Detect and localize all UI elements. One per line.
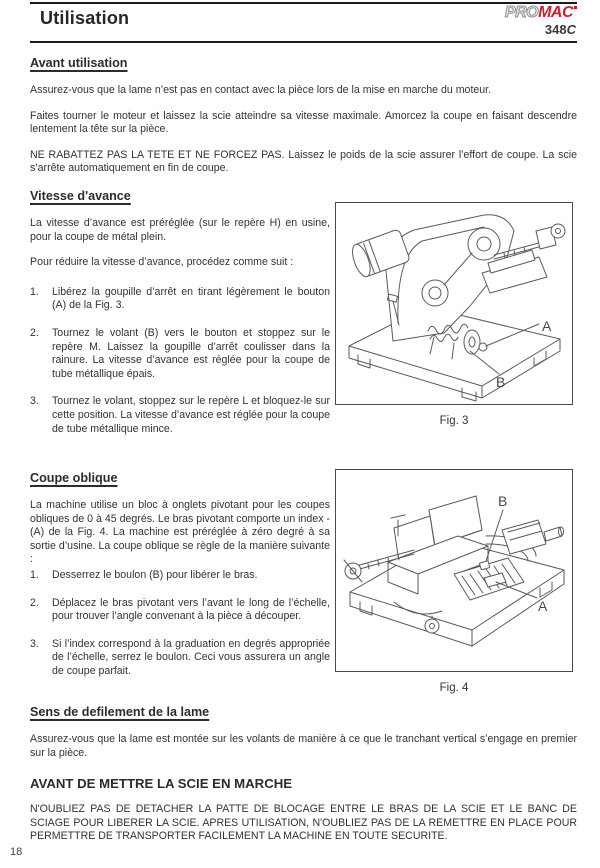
paragraph: Assurez-vous que la lame est montée sur les volants de manière à ce que le tranchant vertical s’engage en premier sur la pièce. [30,733,577,759]
list-item [30,569,330,583]
list-number: 2. [30,596,39,609]
paragraph: NE RABATTEZ PAS LA TETE ET NE FORCEZ PAS. Laissez le poids de la scie assurer l’effort de coupe. La scie s’arrête automatiquement en fin de coupe. [30,148,577,175]
heading-vitesse-avance: Vitesse d'avance [30,189,131,203]
list-item [30,327,330,381]
figure-4-caption: Fig. 4 [439,682,469,694]
model-number: 348C [544,22,576,37]
list-text: Libérez la goupille d’arrêt en tirant légèrement le bouton (A) de la Fig. 3. [52,285,330,312]
paragraph: La vitesse d’avance est préréglée (sur le repère H) en usine, pour la coupe de métal plein. [30,217,330,243]
list-number: 1. [30,568,39,581]
section-coupe-oblique [30,471,330,693]
figure-3-frame [335,202,573,405]
list-number: 1. [30,285,39,298]
list-number: 2. [30,326,39,339]
list-item [30,286,330,313]
list-text: Déplacez le bras pivotant vers l’avant le long de l’échelle, pour trouver l’angle convenant à la pièce à découper. [52,596,330,623]
section-bottom [30,705,577,856]
section-avant-utilisation [30,56,577,188]
header-rule [30,41,577,43]
fig3-label-b: B [496,374,506,390]
logo-pro-text: PRO [504,4,539,21]
figure-4 [335,469,573,694]
page-title: Utilisation [40,8,130,28]
fig4-label-b: B [498,493,508,509]
list-item [30,638,330,679]
heading-sens-defilement: Sens de defilement de la lame [30,705,210,719]
figure-3 [335,202,573,427]
page-number: 18 [10,846,23,858]
paragraph: Faites tourner le moteur et laissez la scie atteindre sa vitesse maximale. Amorcez la coupe en faisant descendre lentement la tête sur la pièce. [30,109,577,136]
list-item [30,597,330,624]
figure-4-frame [335,469,573,672]
top-rule [30,2,577,4]
list-item [30,395,330,436]
list-text: Tournez le volant, stoppez sur le repère L et bloquez-le sur cette position. La vitesse d’avance est réglée pour la coupe de tube métallique mince. [52,395,330,435]
fig3-label-a: A [542,318,552,334]
saw-feed-knob-illustration [336,203,570,402]
figure-3-caption: Fig. 3 [439,415,469,427]
paragraph: Pour réduire la vitesse d’avance, procédez comme suit : [30,256,294,269]
list-text: Desserrez le boulon (B) pour libérer le bras. [52,568,258,581]
list-text: Tournez le volant (B) vers le bouton et stoppez sur le repère M. Laissez la goupille d’arrêt coulisser dans la rainure. La vitesse d’avance est réglée pour la coupe de tube métallique épais. [52,326,330,380]
logo-wordmark [505,5,577,21]
heading-coupe-oblique: Coupe oblique [30,471,118,485]
heading-avant-utilisation: Avant utilisation [30,56,128,70]
logo-trademark-mark [574,6,577,9]
paragraph: La machine utilise un bloc à onglets pivotant pour les coupes obliques de 0 à 45 degrés. Le bras pivotant comporte un index - (A) de la Fig. 4. La machine est préréglée à zéro degré à sa sortie d’usine. La coupe oblique se règle de la manière suivante : [30,499,330,566]
section-vitesse-avance [30,189,330,450]
list-number: 3. [30,637,39,650]
promac-logo [505,5,577,36]
paragraph: N'OUBLIEZ PAS DE DETACHER LA PATTE DE BLOCAGE ENTRE LE BRAS DE LA SCIE ET LE BANC DE SCIAGE POUR LIBERER LA SCIE. APRES UTILISATION, N'OUBLIEZ PAS DE LA REMETTRE EN PLACE POUR PERMETTRE DE TRANSPORTER FACILEMENT LA MACHINE EN TOUTE SECURITE. [30,803,577,843]
fig4-label-a: A [538,598,548,614]
paragraph: Assurez-vous que la lame n’est pas en contact avec la pièce lors de la mise en marche du moteur. [30,84,492,96]
list-text: Si l’index correspond à la graduation en degrés appropriée de l’échelle, serrez le boulon. Ceci vous assurera un angle de coupe parfait. [52,637,330,677]
list-number: 3. [30,395,39,408]
heading-mise-en-marche: AVANT DE METTRE LA SCIE EN MARCHE [30,776,293,792]
miter-base-illustration [336,470,570,669]
logo-mac-text: MAC [538,4,573,21]
